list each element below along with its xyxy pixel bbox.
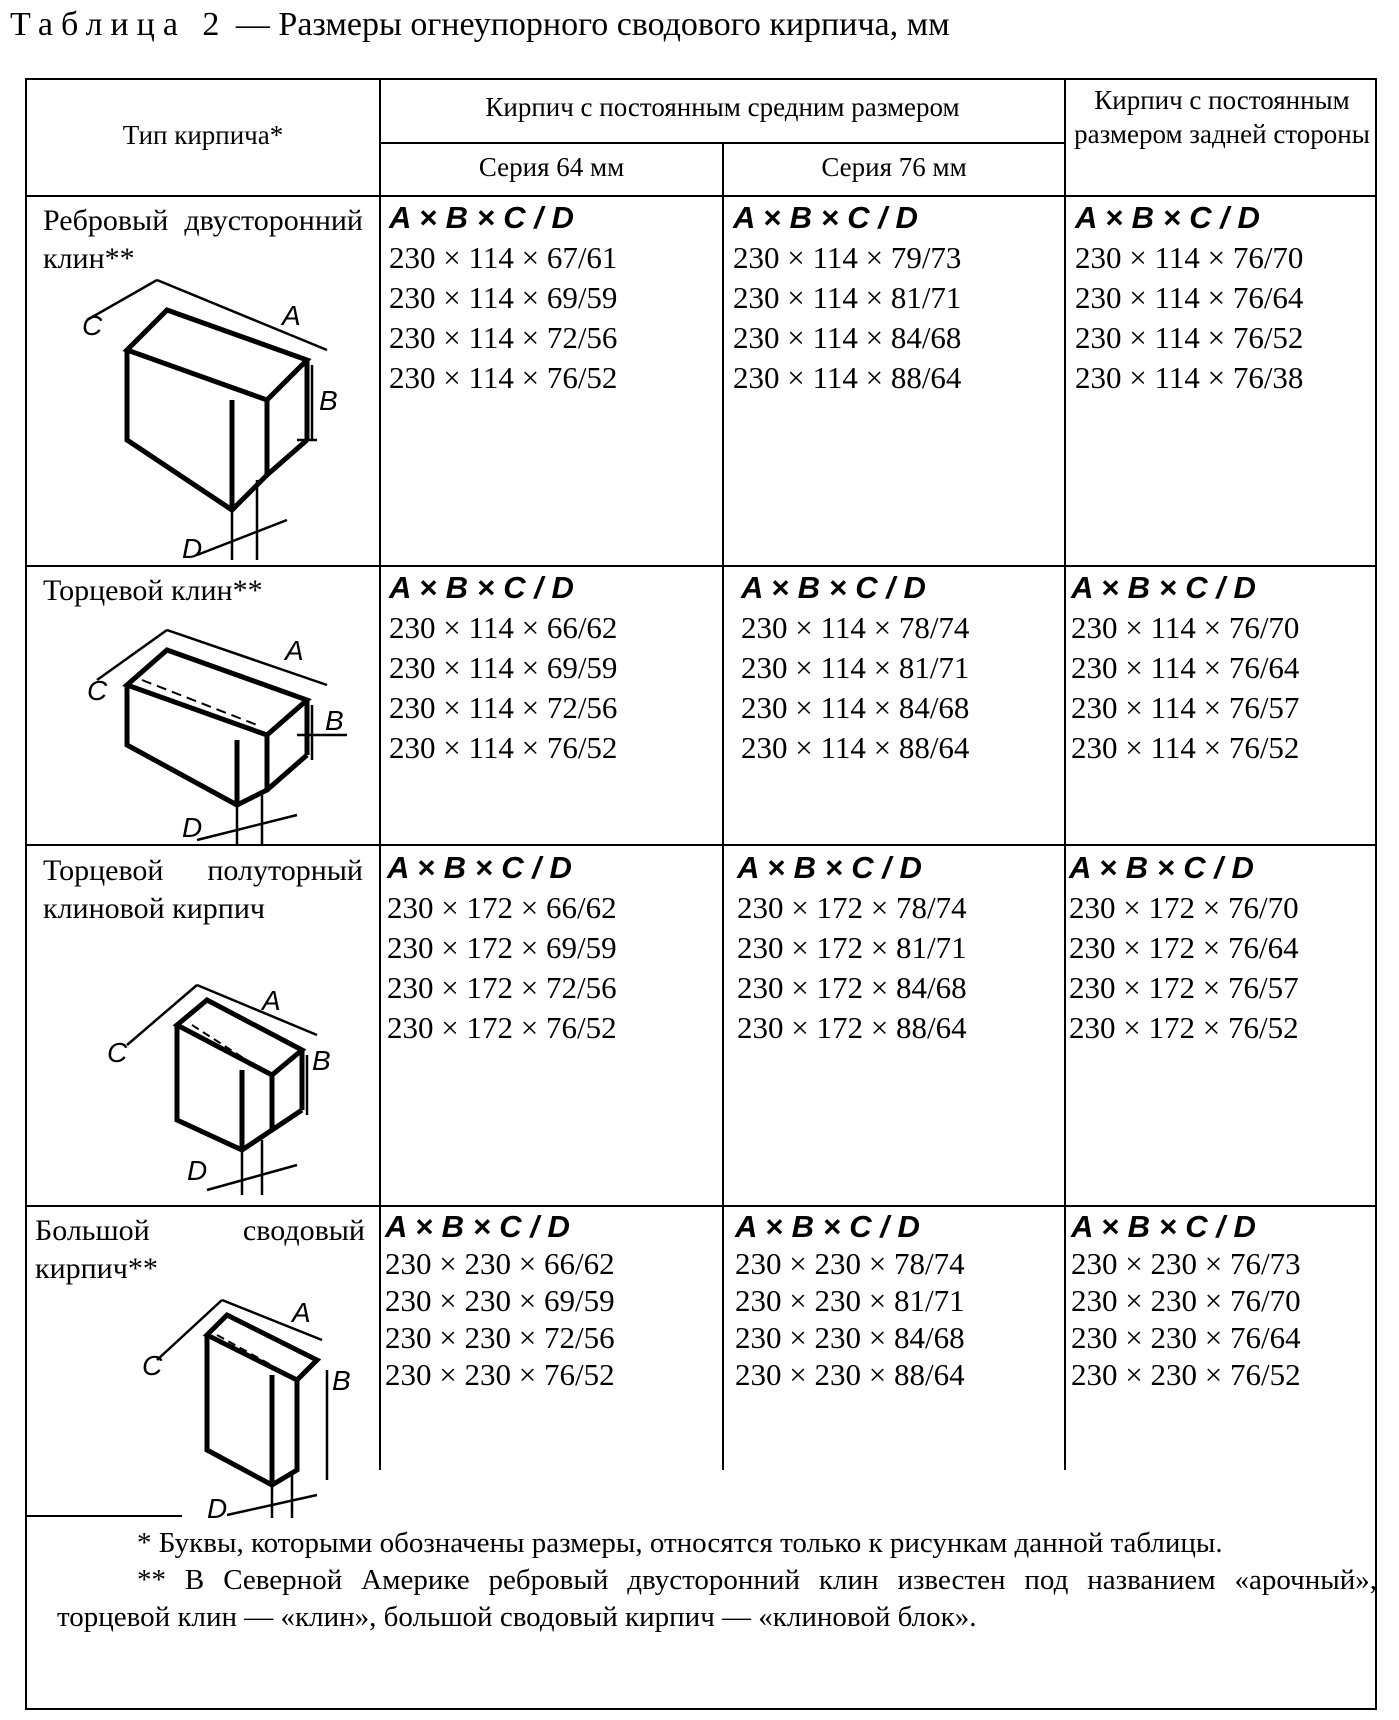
cell-s76: A × B × C / D 230 × 172 × 78/74 230 × 172 × 81/71 230 × 172 × 84/68 230 × 172 × 88/64	[737, 850, 967, 1045]
row-name: Торцевой полуторный клиновой кирпич	[43, 854, 363, 925]
header-back: Кирпич с постоянным размером задней стороны	[1074, 85, 1370, 149]
label-d: D	[182, 533, 203, 560]
cell-s64: A × B × C / D 230 × 172 × 66/62 230 × 172 × 69/59 230 × 172 × 72/56 230 × 172 × 76/52	[387, 850, 617, 1045]
label-c: C	[87, 675, 108, 706]
header-series-64: Серия 64 мм	[478, 152, 625, 182]
row-divider	[27, 565, 1377, 567]
label-b: B	[332, 1365, 351, 1396]
label-c: C	[82, 310, 103, 341]
cell-s64: A × B × C / D 230 × 114 × 67/61 230 × 114 × 69/59 230 × 114 × 72/56 230 × 114 × 76/52	[389, 200, 618, 395]
label-b: B	[319, 385, 338, 416]
cell-s76: A × B × C / D 230 × 114 × 79/73 230 × 114 × 81/71 230 × 114 × 84/68 230 × 114 × 88/64	[733, 200, 962, 395]
brick-diagram-large-arch	[57, 1290, 357, 1520]
label-b: B	[312, 1045, 331, 1076]
brick-diagram-rib-wedge	[57, 270, 357, 560]
label-d: D	[187, 1155, 208, 1186]
cell-s64: A × B × C / D 230 × 114 × 66/62 230 × 114 × 69/59 230 × 114 × 72/56 230 × 114 × 76/52	[389, 570, 618, 765]
table-number: Таблица 2	[10, 6, 228, 43]
col-divider	[722, 142, 724, 1470]
header-avg-group: Кирпич с постоянным средним размером	[485, 92, 960, 122]
footnote-2: ** В Северной Америке ребровый двусторонний клин известен под названием «арочный», торцевой клин — «клин», большой сводовый кирпич — «клиновой блок».	[57, 1564, 1377, 1633]
label-b: B	[325, 705, 344, 736]
col-divider	[379, 80, 381, 1470]
table-frame	[25, 78, 1377, 1710]
row-name: Ребровый двусторонний клин**	[43, 204, 363, 275]
brick-diagram-end-wedge	[57, 615, 357, 845]
col-divider	[1064, 80, 1066, 1470]
label-a: A	[285, 635, 304, 666]
table-title: — Размеры огнеупорного сводового кирпича, мм	[227, 6, 950, 43]
row-divider	[27, 1205, 1377, 1207]
label-d: D	[182, 812, 203, 843]
cell-back: A × B × C / D 230 × 230 × 76/73 230 × 230 × 76/70 230 × 230 × 76/64 230 × 230 × 76/52	[1071, 1209, 1301, 1392]
label-a: A	[262, 985, 281, 1016]
label-c: C	[107, 1037, 128, 1068]
row-name: Большой сводовый кирпич**	[35, 1214, 365, 1285]
header-type: Тип кирпича*	[122, 120, 284, 150]
cell-back: A × B × C / D 230 × 114 × 76/70 230 × 114 × 76/64 230 × 114 × 76/57 230 × 114 × 76/52	[1071, 570, 1300, 765]
cell-s76: A × B × C / D 230 × 230 × 78/74 230 × 230 × 81/71 230 × 230 × 84/68 230 × 230 × 88/64	[735, 1209, 965, 1392]
brick-diagram-half-wedge	[57, 970, 357, 1200]
header-bottom-line	[27, 195, 1377, 197]
header-series-76: Серия 76 мм	[821, 152, 967, 182]
cell-back: A × B × C / D 230 × 172 × 76/70 230 × 172 × 76/64 230 × 172 × 76/57 230 × 172 × 76/52	[1069, 850, 1299, 1045]
label-c: C	[142, 1350, 163, 1381]
label-d: D	[207, 1493, 228, 1520]
footnote-1: * Буквы, которыми обозначены размеры, относятся только к рисункам данной таблицы.	[137, 1527, 1223, 1559]
table-caption	[10, 6, 950, 44]
cell-s76: A × B × C / D 230 × 114 × 78/74 230 × 114 × 81/71 230 × 114 × 84/68 230 × 114 × 88/64	[741, 570, 970, 765]
cell-s64: A × B × C / D 230 × 230 × 66/62 230 × 230 × 69/59 230 × 230 × 72/56 230 × 230 × 76/52	[385, 1209, 615, 1392]
footnotes	[57, 1525, 1377, 1636]
label-a: A	[292, 1297, 311, 1328]
cell-back: A × B × C / D 230 × 114 × 76/70 230 × 114 × 76/64 230 × 114 × 76/52 230 × 114 × 76/38	[1075, 200, 1304, 395]
header-subdivider	[379, 142, 1066, 144]
label-a: A	[282, 300, 301, 331]
row-name: Торцевой клин**	[43, 574, 263, 607]
